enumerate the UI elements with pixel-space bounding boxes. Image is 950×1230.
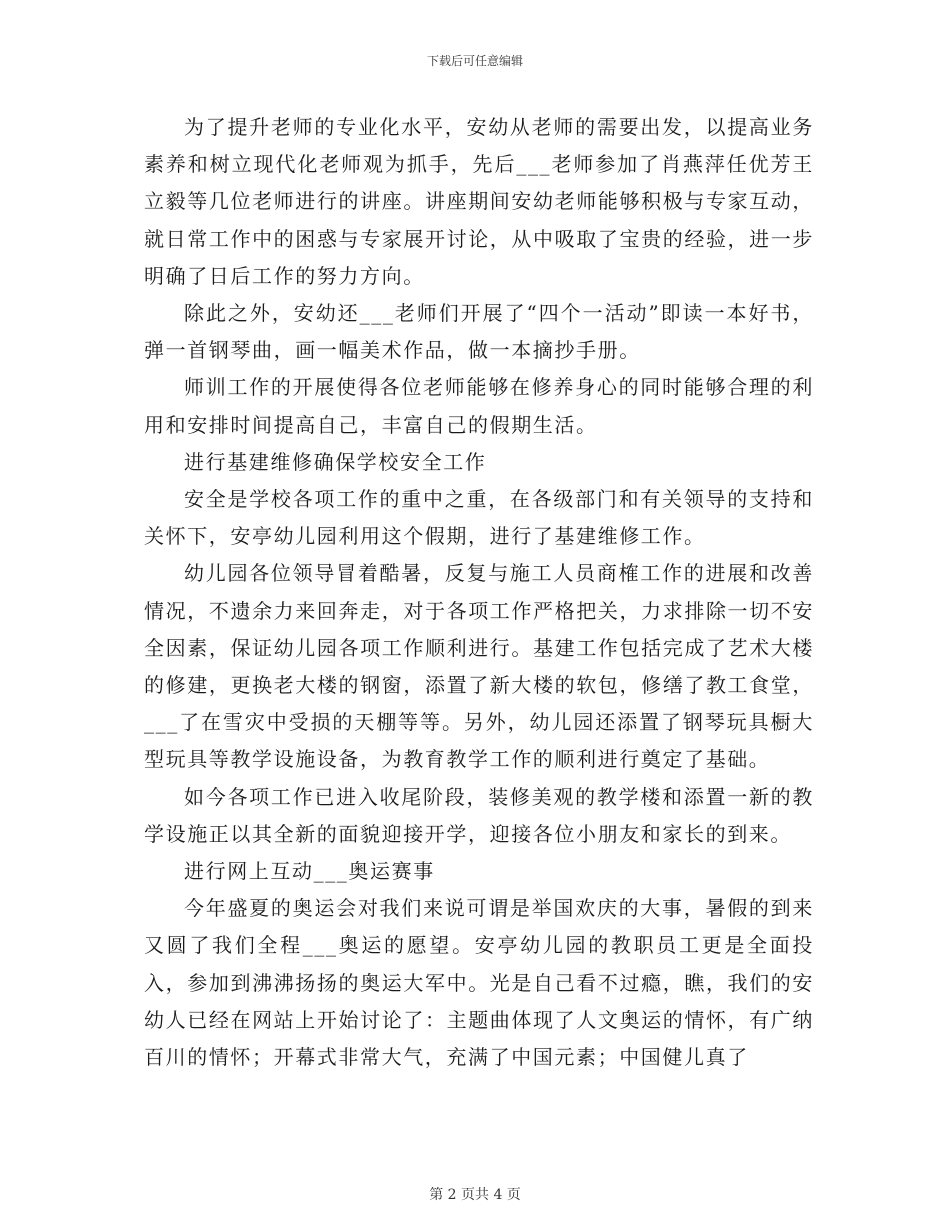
paragraph-training-lectures: 为了提升老师的专业化水平，安幼从老师的需要出发，以提高业务素养和树立现代化老师观为抓手，先后___老师参加了肖燕萍任优芳王立毅等几位老师进行的讲座。讲座期间安幼老师能够积极与专家互动，就日常工作中的困惑与专家展开讨论，从中吸取了宝贵的经验，进一步明确了日后工作的努力方向。: [144, 115, 814, 288]
document-body: [144, 109, 814, 1076]
section-heading-olympics: 进行网上互动___奥运赛事: [184, 859, 435, 884]
section-heading-maintenance: 进行基建维修确保学校安全工作: [184, 449, 487, 474]
paragraph-final-stage: 如今各项工作已进入收尾阶段，装修美观的教学楼和添置一新的教学设施正以其全新的面貌迎接开学，迎接各位小朋友和家长的到来。: [144, 784, 814, 846]
paragraph-olympics: 今年盛夏的奥运会对我们来说可谓是举国欢庆的大事，暑假的到来又圆了我们全程___奥运的愿望。安亭幼儿园的教职员工更是全面投入，参加到沸沸扬扬的奥运大军中。光是自己看不过瘾，瞧，我们的安幼人已经在网站上开始讨论了：主题曲体现了人文奥运的情怀，有广纳百川的情怀；开幕式非常大气，充满了中国元素；中国健儿真了: [144, 896, 814, 1070]
paragraph-safety: 安全是学校各项工作的重中之重，在各级部门和有关领导的支持和关怀下，安亭幼儿园利用这个假期，进行了基建维修工作。: [144, 487, 814, 549]
page-header: 下载后可任意编辑: [426, 54, 523, 68]
page-number-footer: 第 2 页共 4 页: [429, 1187, 521, 1203]
paragraph-training-summary: 师训工作的开展使得各位老师能够在修养身心的同时能够合理的利用和安排时间提高自己，丰富自己的假期生活。: [144, 375, 814, 437]
paragraph-four-activities: 除此之外，安幼还___老师们开展了“四个一活动”即读一本好书，弹一首钢琴曲，画一幅美术作品，做一本摘抄手册。: [144, 301, 814, 363]
paragraph-construction-work: 幼儿园各位领导冒着酷暑，反复与施工人员商榷工作的进展和改善情况，不遗余力来回奔走，对于各项工作严格把关，力求排除一切不安全因素，保证幼儿园各项工作顺利进行。基建工作包括完成了艺术大楼的修建，更换老大楼的钢窗，添置了新大楼的软包，修缮了教工食堂，___了在雪灾中受损的天棚等等。另外，幼儿园还添置了钢琴玩具橱大型玩具等教学设施设备，为教育教学工作的顺利进行奠定了基础。: [144, 561, 814, 772]
